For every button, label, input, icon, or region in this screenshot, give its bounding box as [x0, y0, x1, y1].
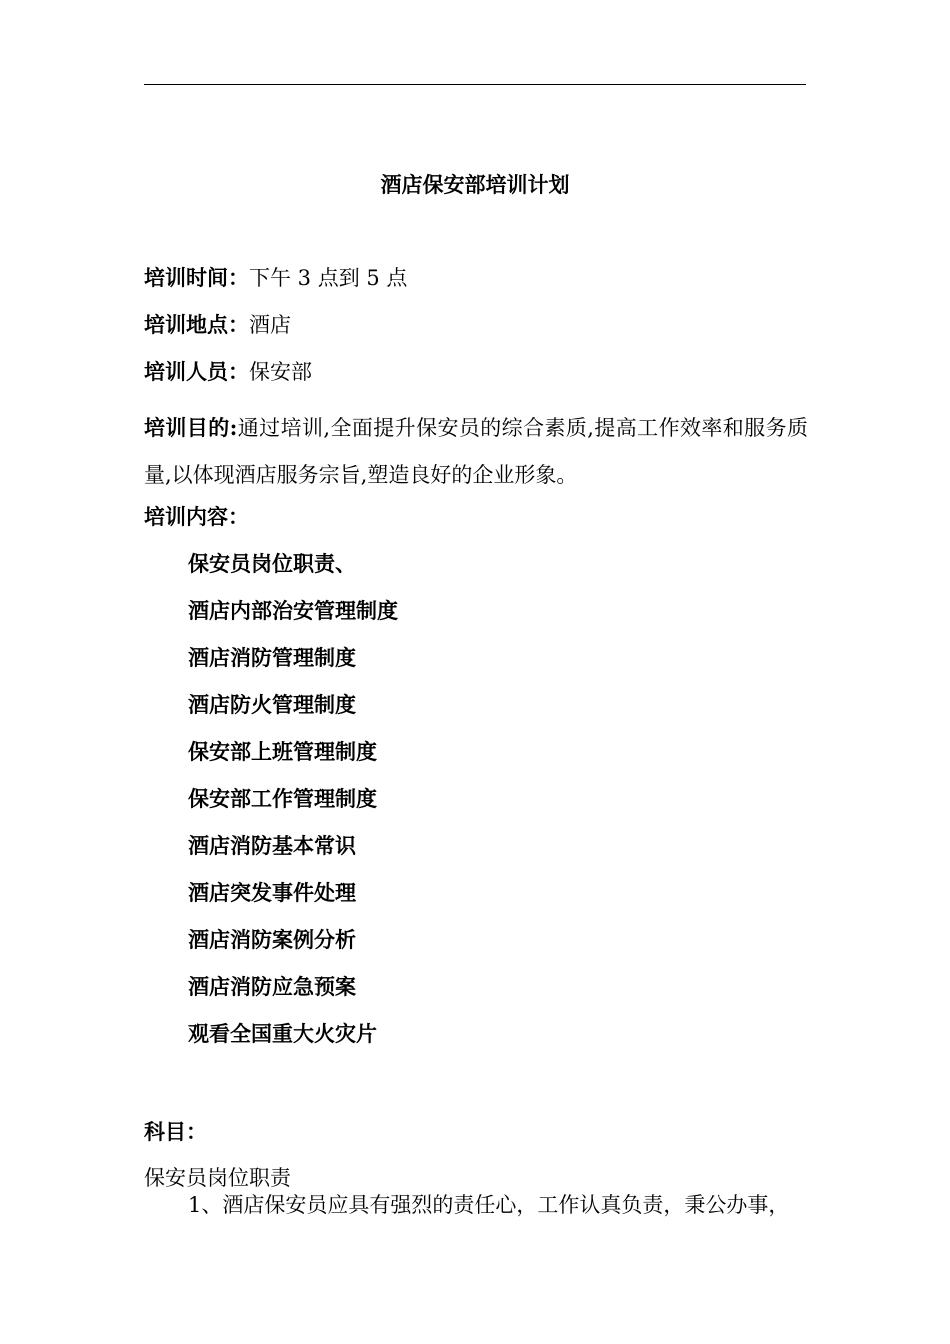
- content-item: 保安部工作管理制度: [188, 786, 377, 811]
- info-label-time: 培训时间：: [144, 265, 249, 290]
- content-item: 观看全国重大火灾片: [188, 1021, 377, 1046]
- info-row-location: [144, 310, 291, 340]
- info-value-personnel: 保安部: [249, 360, 312, 384]
- info-label-location: 培训地点：: [144, 312, 249, 337]
- info-value-time: 下午 3 点到 5 点: [249, 266, 408, 290]
- purpose-paragraph: [144, 404, 808, 499]
- purpose-label: 培训目的:: [144, 415, 238, 440]
- content-item: 酒店消防管理制度: [188, 645, 356, 670]
- section-paragraph: 1、酒店保安员应具有强烈的责任心，工作认真负责，秉公办事，: [188, 1193, 790, 1217]
- content-item: 酒店消防应急预案: [188, 974, 356, 999]
- section-heading: 保安员岗位职责: [144, 1166, 291, 1190]
- content-label: 培训内容：: [144, 504, 249, 529]
- info-row-time: [144, 263, 407, 293]
- content-item: 酒店消防基本常识: [188, 833, 356, 858]
- content-item: 酒店内部治安管理制度: [188, 598, 398, 623]
- content-item: 酒店防火管理制度: [188, 692, 356, 717]
- content-item: 酒店消防案例分析: [188, 927, 356, 952]
- subjects-label: 科目：: [144, 1119, 207, 1144]
- info-label-personnel: 培训人员：: [144, 359, 249, 384]
- info-value-location: 酒店: [249, 313, 291, 337]
- content-item: 保安员岗位职责、: [188, 551, 356, 576]
- content-item: 酒店突发事件处理: [188, 880, 356, 905]
- info-row-personnel: [144, 357, 312, 387]
- purpose-text: 通过培训,全面提升保安员的综合素质,提高工作效率和服务质量,以体现酒店服务宗旨,塑造良好的企业形象。: [144, 416, 808, 487]
- header-rule: [144, 84, 806, 85]
- content-item: 保安部上班管理制度: [188, 739, 377, 764]
- document-title: 酒店保安部培训计划: [380, 172, 570, 197]
